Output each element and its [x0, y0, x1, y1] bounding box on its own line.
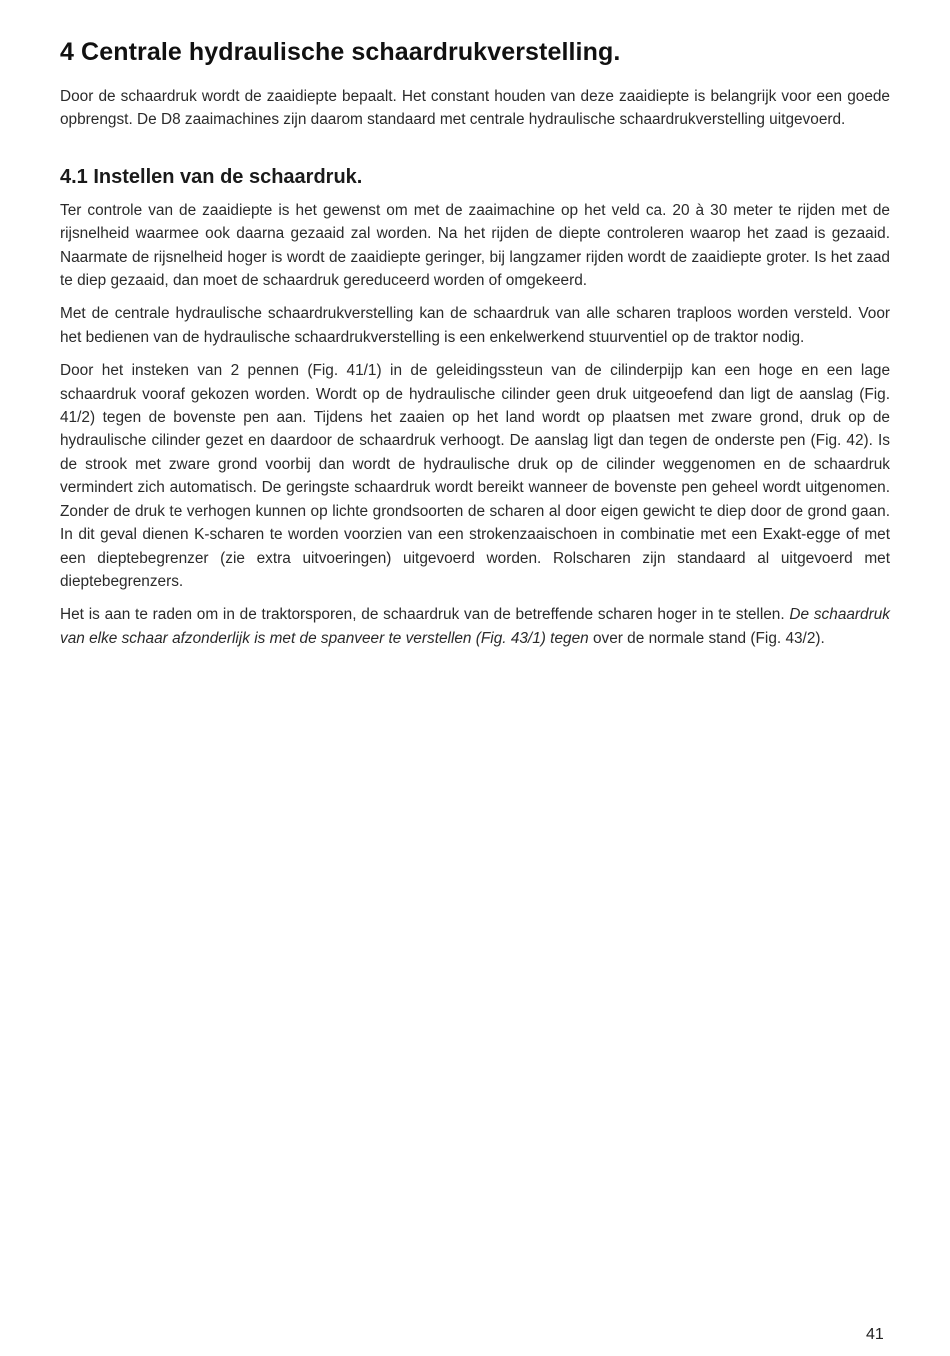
tractor-tracks-text: Het is aan te raden om in de traktorsporen, de schaardruk van de betreffende scharen hoger in te stellen.	[60, 606, 790, 624]
tractor-tracks-italic-text: De schaardruk van elke schaar afzonderlijk is met de spanveer te verstellen (Fig. 43/1) tegen	[60, 606, 890, 647]
section-title: 4 Centrale hydraulische schaardrukverstelling.	[60, 38, 621, 66]
page-number: 41	[866, 1326, 884, 1343]
section-intro-paragraph: Door de schaardruk wordt de zaaidiepte bepaalt. Het constant houden van deze zaaidiepte is belangrijk voor een goede opbrengst. De D8 zaaimachines zijn daarom standaard met centrale hydraulische schaardrukverstelling uitgevoerd.	[60, 88, 890, 129]
paragraph-hydraulic-adjustment: Met de centrale hydraulische schaardrukverstelling kan de schaardruk van alle scharen traploos worden versteld. Voor het bedienen van de hydraulische schaardrukverstelling is een enkelwerkend stuurventiel op de traktor nodig.	[60, 305, 890, 346]
tractor-tracks-end-text: over de normale stand (Fig. 43/2).	[592, 629, 825, 647]
subsection-title: 4.1 Instellen van de schaardruk.	[60, 165, 363, 188]
document-page	[60, 38, 890, 660]
paragraph-pins-setting: Door het insteken van 2 pennen (Fig. 41/1) in de geleidingssteun van de cilinderpijp kan een hoge en een lage schaardruk vooraf gekozen worden. Wordt op de hydraulische cilinder geen druk uitgeoefend dan ligt de aanslag (Fig. 41/2) tegen de bovenste pen aan. Tijdens het zaaien op het land wordt op plaatsen met zware grond, druk op de hydraulische cilinder gezet en daardoor de schaardruk verhoogt. De aanslag ligt dan tegen de onderste pen (Fig. 42). Is de strook met zware grond voorbij dan wordt de hydraulische druk op de cilinder weggenomen en de schaardruk vermindert zich automatisch. De geringste schaardruk wordt bereikt wanneer de bovenste pen geheel wordt uitgenomen. Zonder de druk te verhogen kunnen op lichte grondsoorten de scharen al door eigen gewicht te diep door de grond gaan. In dit geval dienen K-scharen te worden voorzien van een strokenzaaischoen in combinatie met een Exakt-egge of met een dieptebegrenzer (zie extra uitvoeringen) uitgevoerd worden. Rolscharen zijn standaard al uitgevoerd met dieptebegrenzers.	[60, 362, 890, 590]
paragraph-tractor-tracks	[60, 603, 890, 650]
paragraph-depth-control: Ter controle van de zaaidiepte is het gewenst om met de zaaimachine op het veld ca. 20 à 30 meter te rijden met de rijsnelheid waarmee ook daarna gezaaid zal worden. Na het rijden de diepte controleren waarop het zaad is gezaaid. Naarmate de rijsnelheid hoger is wordt de zaaidiepte geringer, bij langzamer rijden wordt de zaaidiepte groter. Is het zaad te diep gezaaid, dan moet de schaardruk gereduceerd worden of omgekeerd.	[60, 201, 890, 290]
